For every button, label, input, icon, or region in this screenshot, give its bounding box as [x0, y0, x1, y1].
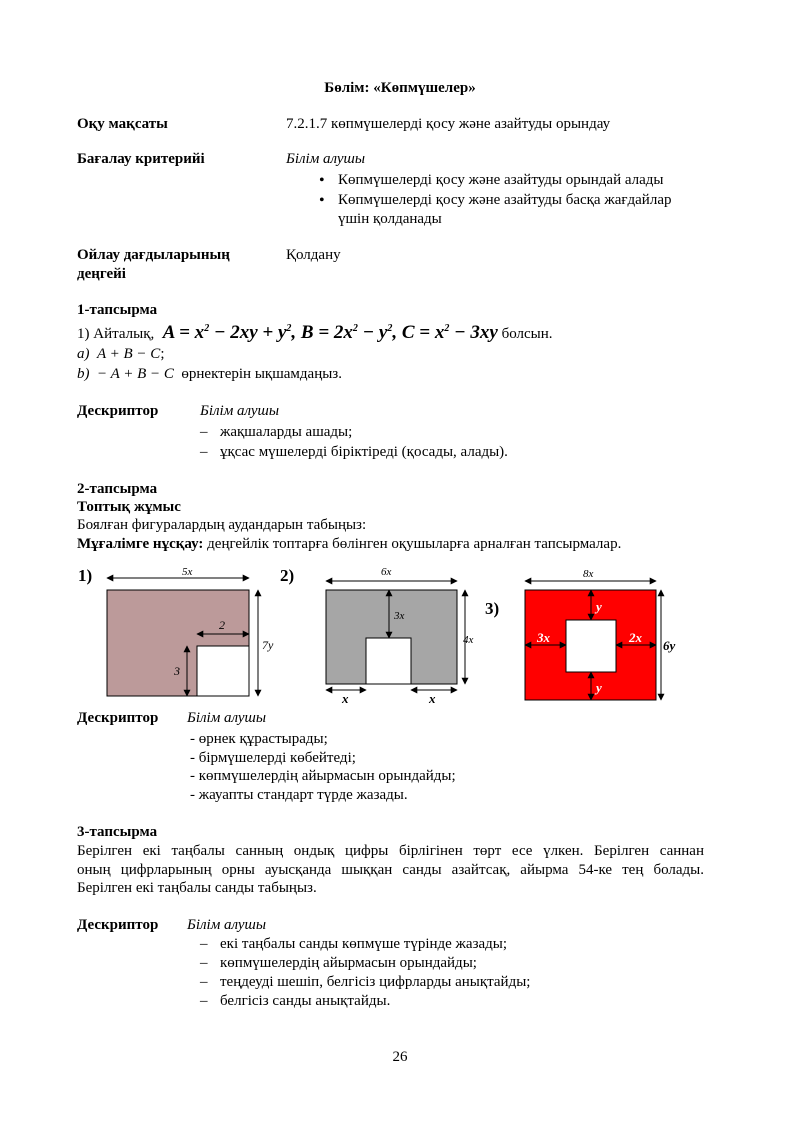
figure-2-number: 2) — [280, 566, 295, 585]
part-b-expr: − A + B − C — [97, 366, 174, 382]
task3-descriptor-item: – теңдеуді шешіп, белгісіз цифрларды анықтайды; — [220, 974, 530, 991]
section-title: Бөлім: «Көпмүшелер» — [324, 80, 476, 96]
figure-3-bottom-label: y — [596, 680, 602, 695]
figure-2-hole — [366, 638, 411, 684]
task1-descriptor-item: – ұқсас мүшелерді біріктіреді (қосады, алады). — [220, 444, 508, 461]
part-a-label: a) — [77, 346, 90, 362]
task2-learner: Білім алушы — [187, 710, 267, 726]
task1-learner: Білім алушы — [200, 403, 280, 419]
thinking-label-line2: деңгейі — [77, 266, 126, 282]
figure-3-hole — [566, 620, 616, 672]
figure-1-height-label: 7y — [262, 638, 274, 652]
figure-2-right-label: x — [429, 691, 436, 706]
figure-2-width-label: 6x — [381, 566, 392, 578]
criteria-bullet-continuation: үшін қолданады — [338, 211, 442, 227]
figure-2 — [280, 566, 474, 706]
part-a-expr: A + B − C — [97, 346, 161, 362]
figure-3-width-label: 8x — [583, 568, 594, 580]
criteria-label: Бағалау критерийі — [77, 151, 205, 167]
task2-descriptor-item: - бірмүшелерді көбейтеді; — [190, 750, 356, 766]
task2-subtitle: Топтық жұмыс — [77, 499, 181, 515]
task3-learner: Білім алушы — [187, 917, 267, 933]
task3-descriptor-item: – белгісіз санды анықтайды. — [220, 993, 390, 1010]
task3-descriptor-item: – екі таңбалы санды көпмүше түрінде жазады; — [220, 936, 507, 953]
task2-title: 2-тапсырма — [77, 481, 158, 497]
task1-descriptor-label: Дескриптор — [77, 403, 159, 419]
figure-1 — [78, 566, 274, 696]
task1-title: 1-тапсырма — [77, 302, 158, 318]
task1-tail: болсын. — [501, 326, 553, 342]
figure-2-left-label: x — [342, 691, 349, 706]
objective-label: Оқу мақсаты — [77, 116, 168, 132]
task1-descriptor-item: – жақшаларды ашады; — [220, 424, 352, 441]
task3-text-line: Берілген екі таңбалы санның ондық цифры бірлігінен төрт есе үлкен. Берілген саннан — [77, 843, 704, 859]
figure-2-hole-top-label: 3x — [394, 610, 405, 622]
figure-1-hole-width-label: 2 — [219, 618, 225, 632]
thinking-label-line1: Ойлау дағдыларының — [77, 247, 230, 263]
figure-1-hole-height-label: 3 — [174, 664, 180, 678]
task1-formula: $A = x^2 - 2xy + y^2$, $B = 2x^2 - y^2$, $C = x^2 - 3xy$ — [157, 322, 498, 343]
page-number: 26 — [392, 1049, 408, 1065]
figure-3-number: 3) — [485, 599, 500, 618]
figure-3-top-label: y — [596, 599, 602, 614]
thinking-value: Қолдану — [286, 247, 341, 263]
figure-1-hole — [197, 646, 249, 696]
task2-descriptor-item: - өрнек құрастырады; — [190, 731, 328, 747]
figure-3-left-label: 3x — [537, 630, 550, 645]
task1-part-a: a) A + B − C; — [77, 346, 165, 362]
task3-descriptor-item: – көпмүшелердің айырмасын орындайды; — [220, 955, 477, 972]
task3-descriptor-label: Дескриптор — [77, 917, 159, 933]
task2-descriptor-item: - көпмүшелердің айырмасын орындайды; — [190, 768, 456, 784]
task1-intro: 1) Айталық, — [77, 326, 155, 342]
part-b-label: b) — [77, 366, 90, 382]
figure-1-width-label: 5x — [182, 566, 193, 578]
teacher-note-text: деңгейлік топтарға бөлінген оқушыларға арналған тапсырмалар. — [207, 536, 622, 552]
figure-3-right-label: 2x — [629, 630, 642, 645]
task3-text-line: оның цифрларының орны ауысқанда шыққан санды азайтсақ, айырма 54-ке тең болады. — [77, 862, 704, 878]
teacher-note-label: Мұғалімге нұсқау: — [77, 536, 204, 552]
figure-1-number: 1) — [78, 566, 93, 585]
task3-title: 3-тапсырма — [77, 824, 158, 840]
criteria-bullet: • Көпмүшелерді қосу және азайтуды орындай алады — [338, 172, 664, 189]
criteria-bullet: • Көпмүшелерді қосу және азайтуды басқа жағдайлар — [338, 192, 671, 209]
task2-prompt: Боялған фигуралардың аудандарын табыңыз: — [77, 517, 367, 533]
part-b-text: өрнектерін ықшамдаңыз. — [181, 366, 342, 382]
criteria-learner: Білім алушы — [286, 151, 366, 167]
task1-statement — [77, 322, 553, 344]
objective-value: 7.2.1.7 көпмүшелерді қосу және азайтуды орындау — [286, 116, 611, 132]
area-figures — [0, 555, 800, 715]
task2-descriptor-item: - жауапты стандарт түрде жазады. — [190, 787, 408, 803]
task2-descriptor-label: Дескриптор — [77, 710, 159, 726]
teacher-note — [77, 536, 621, 553]
figure-2-height-label: 4x — [463, 634, 474, 646]
task1-part-b — [77, 366, 342, 383]
task3-text-line: Берілген екі таңбалы санды табыңыз. — [77, 880, 317, 896]
figure-3 — [485, 568, 676, 700]
figure-3-height-label: 6y — [663, 638, 676, 653]
